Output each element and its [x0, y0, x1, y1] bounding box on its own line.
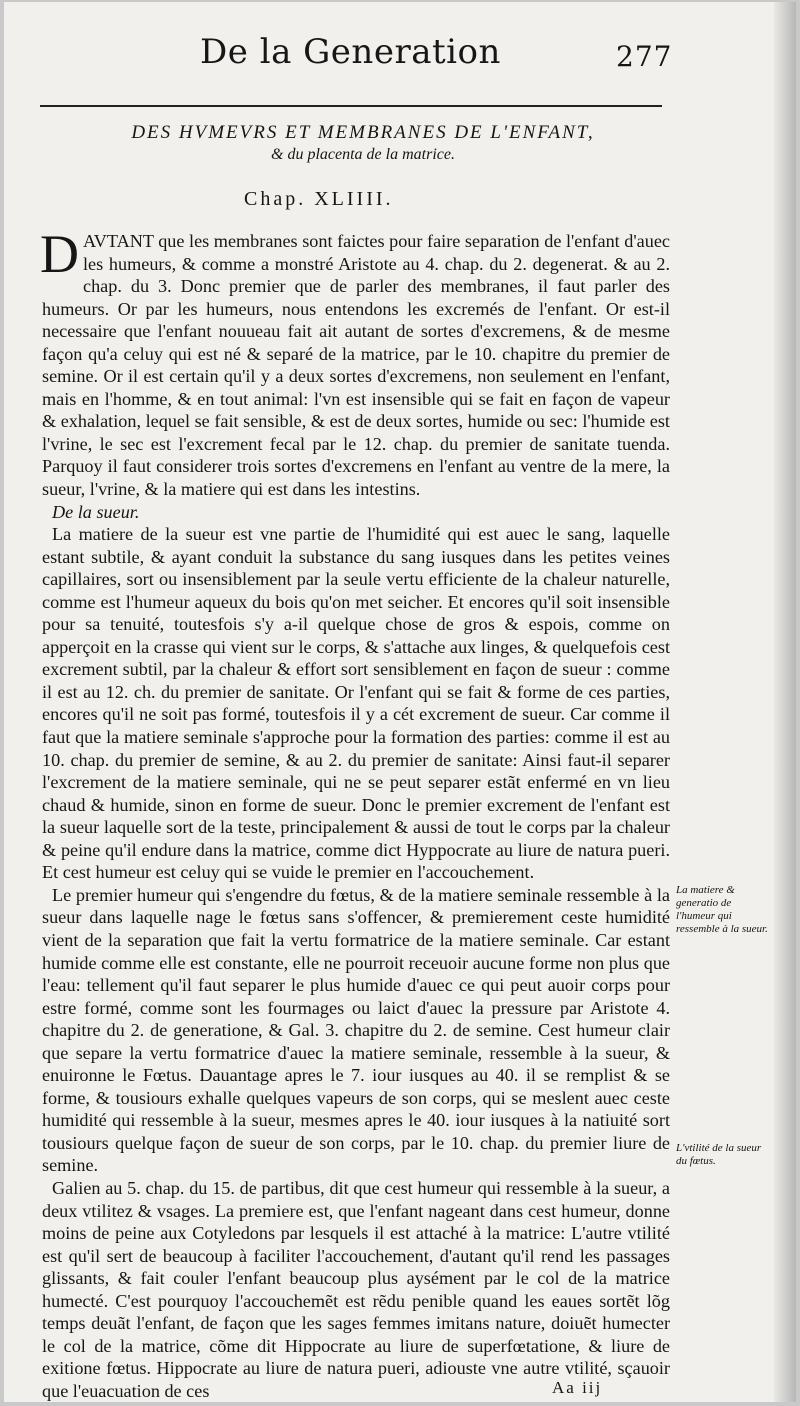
chapter-title: DES HVMEVRS ET MEMBRANES DE L'ENFANT,: [131, 122, 595, 143]
page-gutter-shadow: [774, 2, 796, 1402]
margin-note-generation: La matiere & generatio de l'humeur qui ressemble à la sueur.: [676, 884, 768, 935]
drop-cap: D: [40, 224, 79, 284]
paragraph-galien: Galien au 5. chap. du 15. de partibus, dit que cest humeur qui ressemble à la sueur, a deux vtilitez & vsages. La premiere est, que l'enfant nageant dans cest humeur, donne moins de peine aux Cotyledons par lesquels il est attaché à la matrice: L'autre vtilité est qu'il sert de beaucoup à faciliter l'accouchement, d'autant qu'il rend les passages glissants, & fait couler l'enfant beaucoup plus aysément par le col de la matrice humecté. C'est pourquoy l'accouchemẽt est rẽdu penible quand les eaues sortẽt lõg temps deuãt l'enfant, de façon que les sages femmes imitans nature, doiuẽt humecter le col de la matrice, cõme dit Hippocrate au liure de superfœtatione, & liure de exitione fœtus. Hippocrate au liure de natura pueri, adiouste vne autre vtilité, sçauoir que l'euacuation de ces: [42, 1177, 670, 1401]
paragraph-intro: [40, 224, 670, 501]
page-number: 277: [616, 40, 673, 73]
body-text: [40, 224, 670, 1402]
section-heading: De la sueur.: [52, 501, 140, 522]
chapter-subtitle: & du placenta de la matrice.: [271, 146, 455, 163]
signature-mark: Aa iij: [552, 1378, 603, 1397]
book-page: [4, 2, 796, 1402]
header-rule: [40, 105, 662, 107]
margin-note-utilite: L'vtilité de la sueur du fœtus.: [676, 1142, 762, 1167]
running-title: De la Generation: [200, 32, 501, 72]
paragraph-premier-humeur: Le premier humeur qui s'engendre du fœtus, & de la matiere seminale ressemble à la sueur dans laquelle nage le fœtus sans s'offencer, & premierement ceste humidité vient de la separation que fait la vertu formatrice de la matiere seminale. Car estant humide comme elle est constante, elle ne pourroit receuoir aucune forme non plus que l'eau: tellement qu'il faut separer le plus humide d'auec ce qui peut auoir corps pour estre formé, comme sont les fourmages ou laict d'auec la pressure par Aristote 4. chapitre du 2. de generatione, & Gal. 3. chapitre du 2. de semine. Cest humeur clair que separe la vertu formatrice d'auec la matiere seminale, ressemble à la sueur, & enuironne le Fœtus. Dauantage apres le 7. iour iusques au 40. il se remplist & se forme, & tousiours exhalle quelques vapeurs de son corps, qui se meslent auec ceste humidité qui ressemble à la sueur, mesmes apres le 40. iour iusques à la natiuité sort tousiours quelque façon de sueur de son corps, par le 10. chap. du premier liure de semine.: [42, 884, 670, 1176]
paragraph-intro-text: AVTANT que les membranes sont faictes pour faire separation de l'enfant d'auec les humeurs, & comme a monstré Aristote au 4. chap. du 2. degenerat. & au 2. chap. du 3. Donc premier que de parler des membranes, il faut parler des humeurs. Or par les humeurs, nous entendons les excremés de l'enfant. Or est-il necessaire que l'enfant nouueau fait ait autant de sortes d'excremens, & de mesme façon qu'a celuy qui est né & separé de la matrice, par le 10. chapitre du premier de semine. Or il est certain qu'il y a deux sortes d'excremens, non seulement en l'enfant, mais en l'homme, & en tout animal: l'vn est insensible qui se fait en façon de vapeur & exhalation, lequel se fait sensible, & est de deux sortes, humide ou sec: l'humide est l'vrine, le sec est l'excrement fecal par le 12. chap. du premier de sanitate tuenda. Parquoy il faut considerer trois sortes d'excremens en l'enfant au ventre de la mere, la sueur, l'vrine, & la matiere qui est dans les intestins.: [42, 231, 670, 500]
paragraph-sueur: La matiere de la sueur est vne partie de l'humidité qui est auec le sang, laquelle estant subtile, & ayant conduit la substance du sang iusques dans les petites veines capillaires, sort ou insensiblement par la seule vertu efficiente de la chaleur naturelle, comme est l'humeur aqueux du bois qu'on met seicher. Et encores qu'il soit insensible pour sa tenuité, toutesfois s'y a-il quelque chose de gros & espois, comme on apperçoit en la crasse qui vient sur le corps, & s'attache aux linges, & quelquefois cest excrement subtil, par la chaleur & effort sort sensiblement en façon de sueur : comme il est au 12. ch. du premier de sanitate. Or l'enfant qui se fait & forme de ces parties, encores qu'il ne soit pas formé, toutesfois il y a cét excrement de sueur. Car comme il faut que la matiere seminale s'approche pour la formation des parties: comme il est au 10. chap. du premier de semine, & au 2. du premier de sanitate: Ainsi faut-il separer l'excrement de la matiere seminale, qui ne se peut separer estãt enfermé en vn lieu chaud & humide, sinon en forme de sueur. Donc le premier excrement de l'enfant est la sueur laquelle sort de la teste, principalement & aussi de tout le corps par la chaleur & peine qu'il endure dans la matrice, comme dict Hyppocrate au liure de natura pueri. Et cest humeur est celuy qui se vuide le premier en l'accouchement.: [42, 524, 670, 883]
chapter-number: Chap. XLIIII.: [244, 188, 394, 210]
